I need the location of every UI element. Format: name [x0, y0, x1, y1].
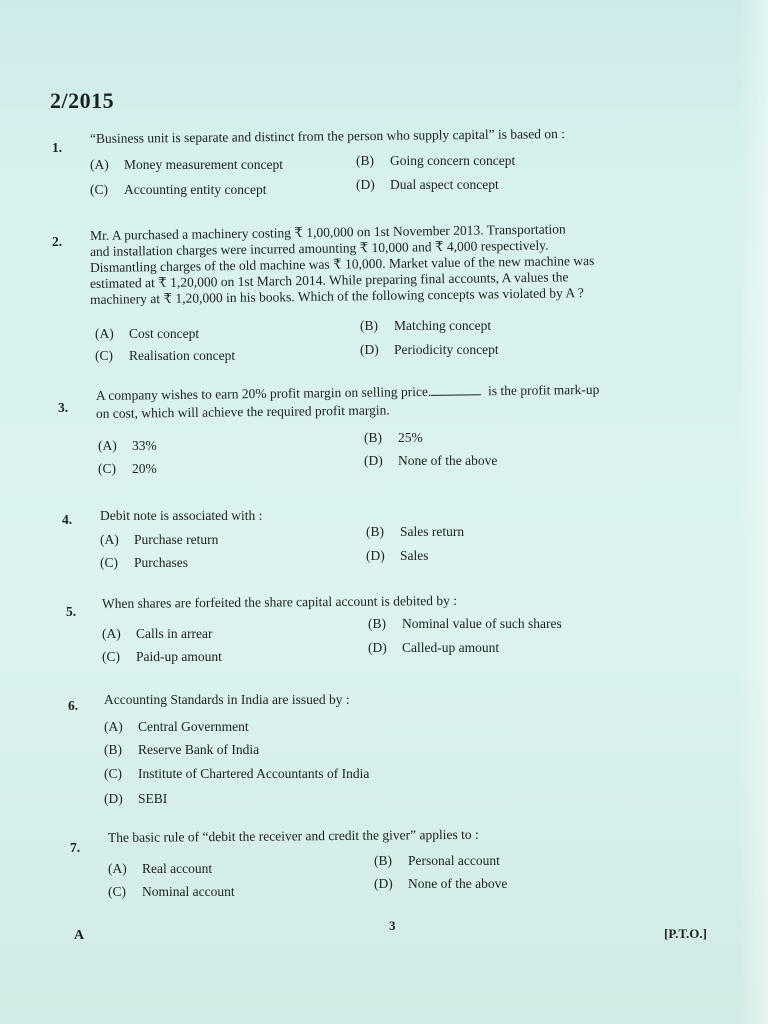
option-d: (D) Sales — [366, 548, 429, 563]
question-number: 6. — [68, 698, 79, 713]
option-a: (A) Real account — [108, 861, 213, 876]
question-text-line: and installation charges were incurred amounting ₹ 10,000 and ₹ 4,000 respectively. — [89, 237, 549, 259]
question-text: A company wishes to earn 20% profit margin on selling price. is the profit mark-up — [95, 381, 600, 403]
option-b: (B) 25% — [364, 430, 423, 445]
option-c: (C) Paid-up amount — [102, 649, 222, 664]
question-text-line: estimated at ₹ 1,20,000 on 1st March 2014. While preparing final accounts, A values the — [89, 269, 569, 291]
option-c: (C) Purchases — [100, 555, 188, 570]
option-d: (D) Dual aspect concept — [356, 177, 499, 192]
page-number: 3 — [389, 918, 396, 933]
series-code: A — [74, 928, 85, 943]
page-edge-shade — [740, 0, 768, 1024]
option-d: (D) None of the above — [374, 876, 508, 891]
option-a: (A) Central Government — [104, 719, 249, 734]
option-c: (C) Realisation concept — [95, 348, 236, 363]
option-c: (C) Accounting entity concept — [90, 182, 267, 197]
question-number: 2. — [52, 234, 63, 249]
option-a: (A) Money measurement concept — [90, 157, 283, 172]
question-text: When shares are forfeited the share capital account is debited by : — [101, 592, 458, 611]
option-b: (B) Sales return — [366, 524, 465, 539]
option-c: (C) Institute of Chartered Accountants of India — [104, 766, 370, 781]
question-text: Accounting Standards in India are issued by : — [104, 692, 350, 707]
question-number: 5. — [66, 604, 77, 619]
option-d: (D) Called-up amount — [368, 640, 500, 655]
option-a: (A) Calls in arrear — [102, 626, 213, 641]
paper-code: 2/2015 — [50, 88, 115, 113]
question-number: 1. — [52, 140, 63, 155]
option-a: (A) Cost concept — [95, 326, 200, 341]
question-text-line: Dismantling charges of the old machine was ₹ 10,000. Market value of the new machine was — [89, 252, 595, 275]
option-a: (A) 33% — [98, 438, 157, 453]
option-c: (C) Nominal account — [108, 884, 235, 899]
option-c: (C) 20% — [98, 461, 157, 476]
question-text-line: Mr. A purchased a machinery costing ₹ 1,00,000 on 1st November 2013. Transportation — [89, 221, 566, 243]
question-text: “Business unit is separate and distinct from the person who supply capital” is based on : — [89, 126, 566, 146]
question-text: Debit note is associated with : — [100, 508, 263, 523]
option-d: (D) SEBI — [104, 791, 168, 806]
question-number: 4. — [62, 512, 73, 527]
option-b: (B) Matching concept — [360, 318, 492, 333]
option-b: (B) Going concern concept — [356, 153, 516, 168]
option-d: (D) None of the above — [364, 453, 498, 468]
question-text: The basic rule of “debit the receiver and credit the giver” applies to : — [107, 826, 479, 845]
option-b: (B) Nominal value of such shares — [368, 616, 562, 631]
question-text-line: machinery at ₹ 1,20,000 in his books. Which of the following concepts was violated by A ? — [89, 285, 584, 307]
question-number: 7. — [70, 840, 81, 855]
option-b: (B) Reserve Bank of India — [104, 742, 260, 757]
question-number: 3. — [58, 400, 69, 415]
question-text-line: on cost, which will achieve the required profit margin. — [95, 402, 390, 421]
option-b: (B) Personal account — [374, 853, 500, 868]
option-a: (A) Purchase return — [100, 532, 219, 547]
pto-marker: [P.T.O.] — [664, 926, 707, 941]
option-d: (D) Periodicity concept — [360, 342, 499, 357]
answer-blank — [431, 394, 481, 396]
